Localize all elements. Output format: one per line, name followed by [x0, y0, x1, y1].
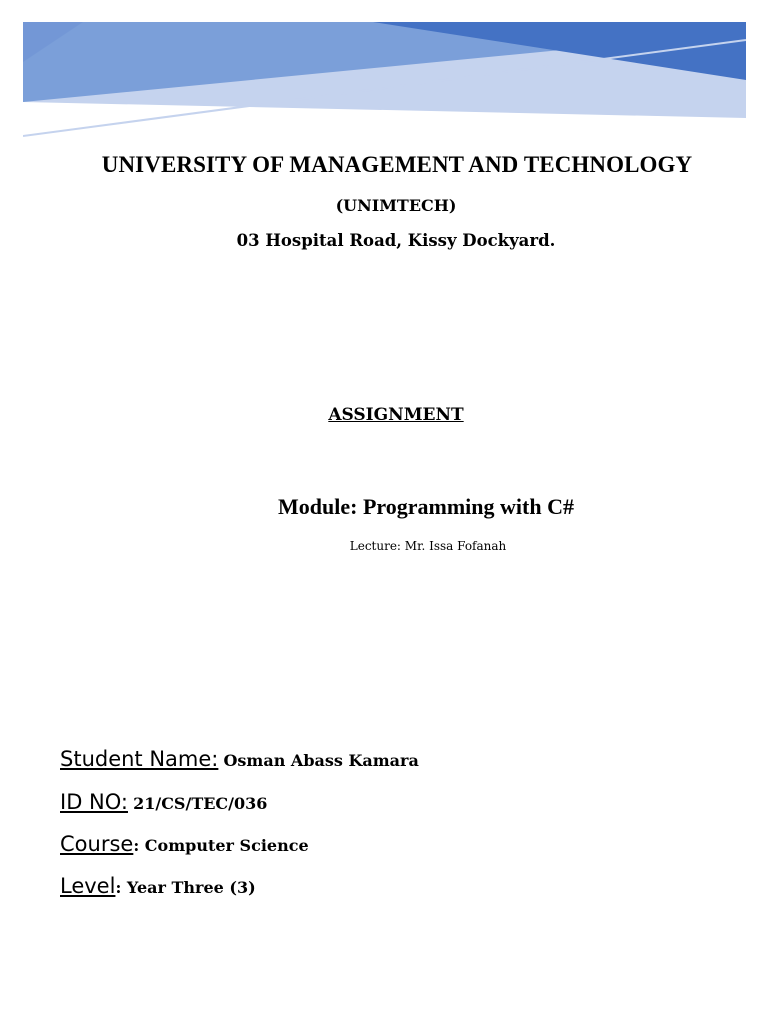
course-row: [60, 832, 309, 856]
module-title: Module: Programming with C#: [278, 494, 574, 519]
university-name: UNIVERSITY OF MANAGEMENT AND TECHNOLOGY: [101, 152, 693, 177]
lecturer-line: Lecture: Mr. Issa Fofanah: [349, 539, 507, 553]
course-value: : Computer Science: [133, 836, 309, 855]
student-name-value: Osman Abass Kamara: [223, 751, 419, 770]
student-id-row: [60, 790, 267, 814]
student-name-row: [60, 747, 419, 771]
university-abbreviation: (UNIMTECH): [335, 196, 457, 215]
university-address: 03 Hospital Road, Kissy Dockyard.: [236, 231, 556, 250]
level-row: [60, 874, 256, 898]
assignment-heading: ASSIGNMENT: [328, 405, 464, 425]
student-name-label: Student Name:: [60, 747, 219, 771]
course-label: Course: [60, 832, 134, 856]
level-label: Level: [60, 874, 116, 898]
student-id-value: 21/CS/TEC/036: [133, 794, 268, 813]
student-id-label: ID NO:: [60, 790, 128, 814]
level-value: : Year Three (3): [115, 878, 256, 897]
header-banner: [23, 22, 746, 140]
